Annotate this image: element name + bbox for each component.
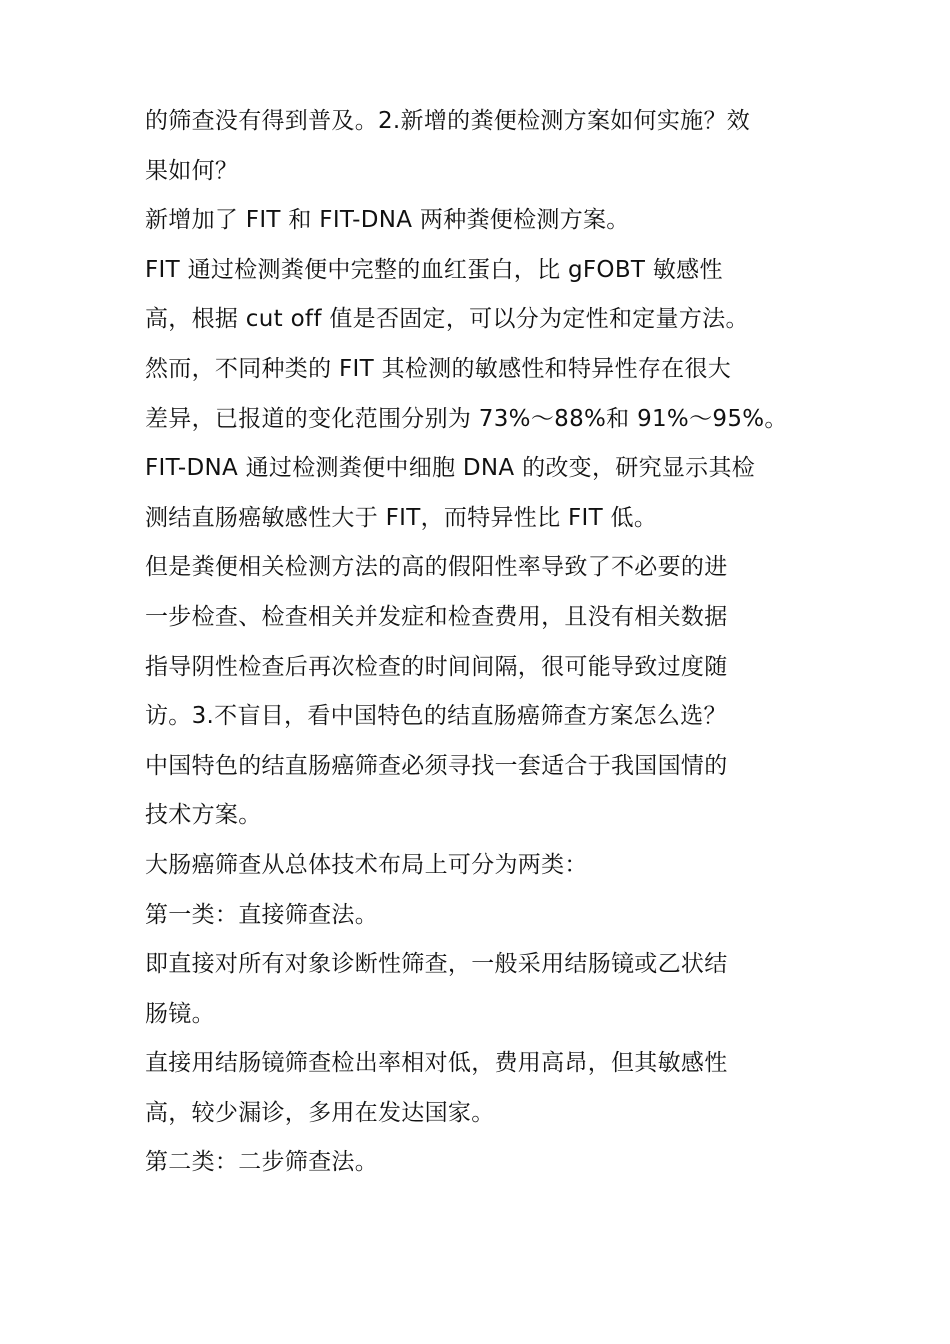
text-line: 指导阴性检查后再次检查的时间间隔，很可能导致过度随 bbox=[145, 653, 728, 680]
text-line: 即直接对所有对象诊断性筛查，一般采用结肠镜或乙状结 bbox=[145, 951, 728, 978]
text-line: 肠镜。 bbox=[145, 1000, 215, 1027]
text-line: 然而，不同种类的 FIT 其检测的敏感性和特异性存在很大 bbox=[145, 355, 732, 382]
text-line: FIT-DNA 通过检测粪便中细胞 DNA 的改变，研究显示其检 bbox=[145, 455, 756, 482]
text-line: 新增加了 FIT 和 FIT-DNA 两种粪便检测方案。 bbox=[145, 207, 630, 234]
text-line: 高，根据 cut off 值是否固定，可以分为定性和定量方法。 bbox=[145, 306, 749, 333]
text-line: 测结直肠癌敏感性大于 FIT，而特异性比 FIT 低。 bbox=[145, 504, 658, 531]
text-line: 高，较少漏诊，多用在发达国家。 bbox=[145, 1099, 495, 1126]
text-line: FIT 通过检测粪便中完整的血红蛋白，比 gFOBT 敏感性 bbox=[145, 256, 723, 283]
text-line: 第二类：二步筛查法。 bbox=[145, 1149, 378, 1176]
text-line: 差异，已报道的变化范围分别为 73%～88%和 91%～95%。 bbox=[145, 405, 788, 432]
text-line: 果如何？ bbox=[145, 157, 239, 184]
text-line: 的筛查没有得到普及。2.新增的粪便检测方案如何实施？效 bbox=[145, 108, 751, 134]
text-line: 但是粪便相关检测方法的高的假阳性率导致了不必要的进 bbox=[145, 554, 728, 581]
text-line: 第一类：直接筛查法。 bbox=[145, 901, 378, 928]
text-line: 大肠癌筛查从总体技术布局上可分为两类： bbox=[145, 851, 588, 878]
text-line: 中国特色的结直肠癌筛查必须寻找一套适合于我国国情的 bbox=[145, 752, 728, 779]
document-body bbox=[145, 97, 815, 1188]
text-line: 技术方案。 bbox=[145, 802, 262, 829]
text-line: 一步检查、检查相关并发症和检查费用，且没有相关数据 bbox=[145, 603, 728, 630]
text-line: 访。3.不盲目，看中国特色的结直肠癌筛查方案怎么选？ bbox=[145, 703, 727, 730]
text-line: 直接用结肠镜筛查检出率相对低，费用高昂，但其敏感性 bbox=[145, 1050, 728, 1077]
